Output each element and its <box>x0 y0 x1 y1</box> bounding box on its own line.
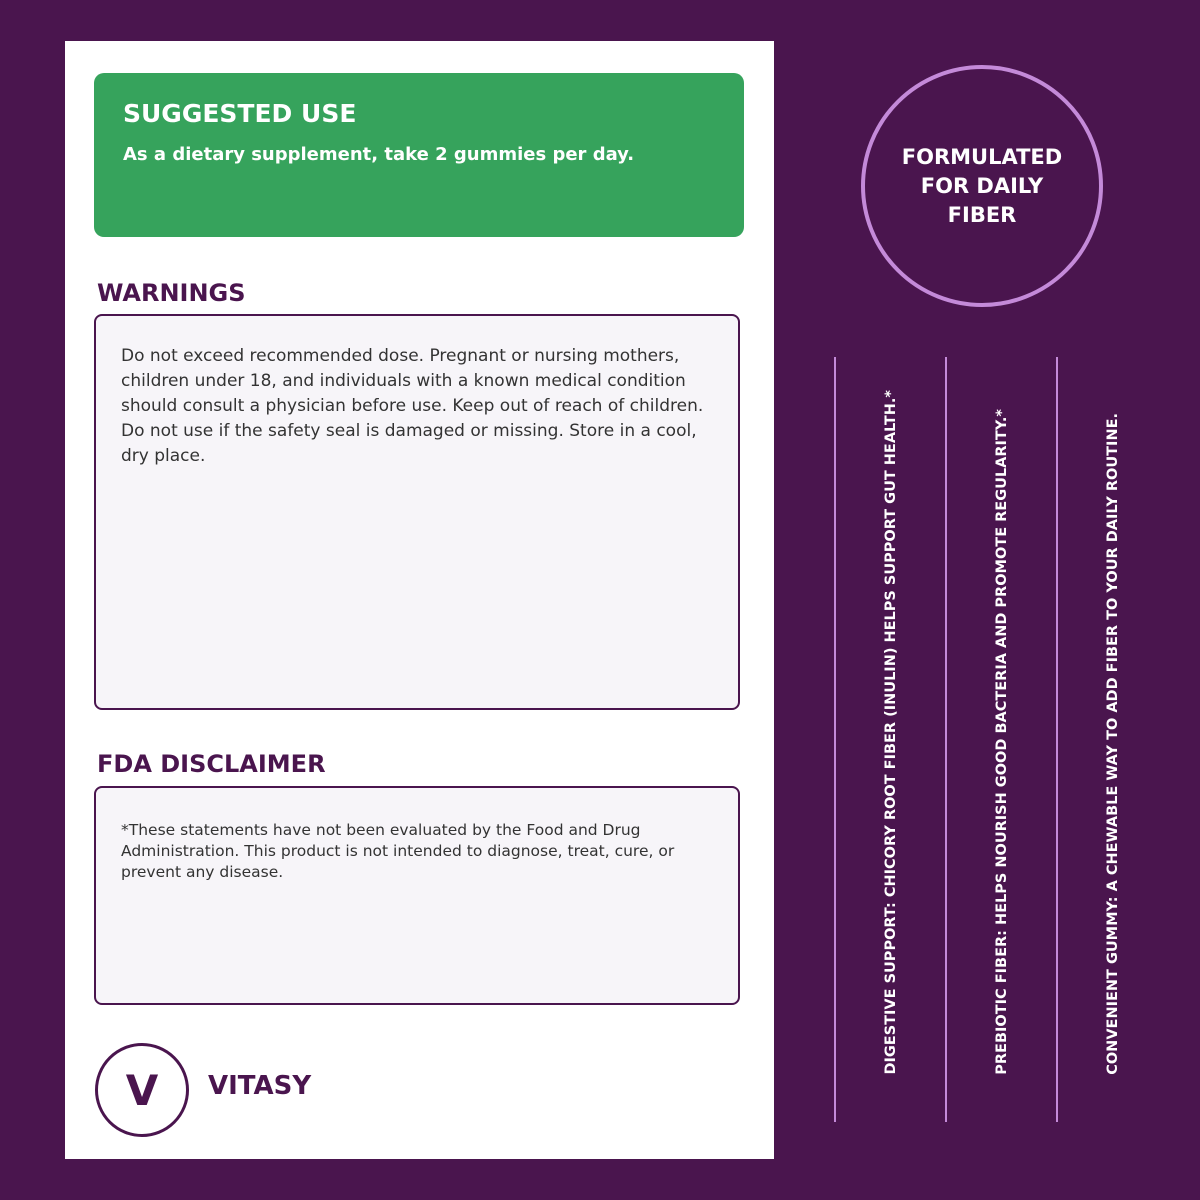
benefit-text: PREBIOTIC FIBER: HELPS NOURISH GOOD BACTERIA AND PROMOTE REGULARITY.* <box>994 409 1010 1075</box>
benefit-convenient-gummy <box>1093 375 1133 1075</box>
fda-disclaimer-text: *These statements have not been evaluated by the Food and Drug Administration. This product is not intended to diagnose, treat, cure, or prevent any disease. <box>121 821 675 881</box>
brand-name: VITASY <box>208 1071 312 1101</box>
benefit-text: CONVENIENT GUMMY: A CHEWABLE WAY TO ADD FIBER TO YOUR DAILY ROUTINE. <box>1105 413 1121 1075</box>
warnings-heading: WARNINGS <box>97 279 246 307</box>
warnings-box <box>94 314 740 710</box>
suggested-use-box <box>94 73 744 237</box>
fda-disclaimer-box <box>94 786 740 1005</box>
divider-line <box>1056 357 1058 1122</box>
fda-disclaimer-heading: FDA DISCLAIMER <box>97 750 326 778</box>
benefit-prebiotic-fiber <box>982 375 1022 1075</box>
divider-line <box>945 357 947 1122</box>
warnings-text: Do not exceed recommended dose. Pregnant or nursing mothers, children under 18, and individuals with a known medical condition should consult a physician before use. Keep out of reach of children. Do not use if the safety seal is damaged or missing. Store in a cool, dry place. <box>121 346 704 466</box>
daily-fiber-badge <box>861 65 1103 307</box>
benefit-text: DIGESTIVE SUPPORT: CHICORY ROOT FIBER (INULIN) HELPS SUPPORT GUT HEALTH.* <box>883 390 899 1075</box>
benefit-digestive-support <box>871 375 911 1075</box>
suggested-use-title: SUGGESTED USE <box>123 99 357 128</box>
brand-logo: V <box>95 1043 189 1137</box>
badge-text: FORMULATED FOR DAILY FIBER <box>901 144 1063 227</box>
label-panel <box>65 41 774 1159</box>
divider-line <box>834 357 836 1122</box>
suggested-use-text: As a dietary supplement, take 2 gummies per day. <box>123 144 635 165</box>
